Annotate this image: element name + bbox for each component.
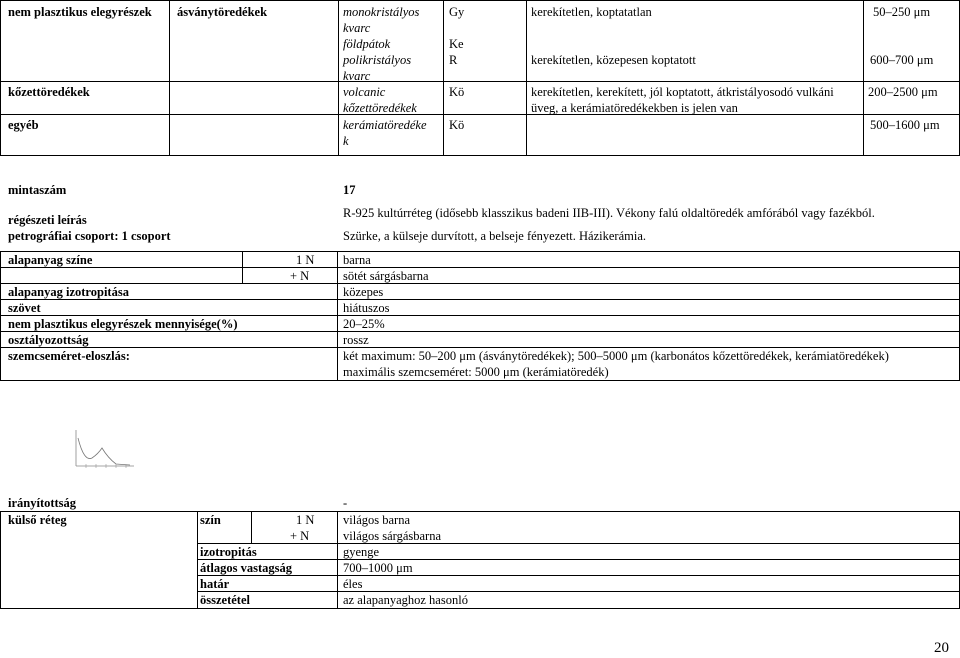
- eloszlas-line1: két maximum: 50–200 μm (ásványtöredékek); 500–5000 μm (karbonátos kőzettöredékek, kerámiatöredékek): [343, 349, 889, 363]
- row1-abbr: Gy: [449, 5, 465, 19]
- hatar-value: éles: [343, 577, 363, 591]
- vastagsag-label: átlagos vastagság: [200, 561, 293, 575]
- row6-type: volcanic: [343, 85, 386, 99]
- szovet-value: hiátuszos: [343, 301, 390, 315]
- row4-abbr: R: [449, 53, 458, 67]
- bottom-n2-label: + N: [290, 529, 310, 543]
- n2-value: sötét sárgásbarna: [343, 269, 429, 283]
- row4-size: 600–700 μm: [870, 53, 934, 67]
- row6-size: 200–2500 μm: [868, 85, 938, 99]
- row7-desc: üveg, a kerámiatöredékekben is jelen van: [531, 101, 738, 115]
- iranyitottsag-label: irányítottság: [8, 496, 77, 510]
- row4-desc: kerekítetlen, közepesen koptatott: [531, 53, 696, 67]
- mintaszam-value: 17: [343, 183, 356, 197]
- bottom-n1-label: 1 N: [296, 513, 315, 527]
- izotropitas-value: közepes: [343, 285, 384, 299]
- iranyitottsag-value: -: [343, 496, 348, 510]
- row6-abbr: Kö: [449, 85, 465, 99]
- row1-category: nem plasztikus elegyrészek: [8, 5, 152, 19]
- row8-abbr: Kö: [449, 118, 465, 132]
- row7-type: kőzettöredékek: [343, 101, 417, 115]
- row4-type: polikristályos: [343, 53, 412, 67]
- alapanyag-szine-label: alapanyag színe: [8, 253, 93, 267]
- bottom-n1-value: világos barna: [343, 513, 410, 527]
- row9-type: k: [343, 134, 349, 148]
- row8-type: kerámiatöredéke: [343, 118, 427, 132]
- row1-subcategory: ásványtöredékek: [177, 5, 268, 19]
- szovet-label: szövet: [8, 301, 41, 315]
- n1-value: barna: [343, 253, 371, 267]
- page-number: 20: [934, 640, 949, 656]
- row1-size: 50–250 μm: [873, 5, 931, 19]
- row2-type: kvarc: [343, 21, 371, 35]
- regeszeti-label: régészeti leírás: [8, 213, 87, 227]
- osztalyozottsag-label: osztályozottság: [8, 333, 89, 347]
- description-line2: Szürke, a külseje durvított, a belseje fényezett. Házikerámia.: [343, 229, 646, 243]
- eloszlas-line2: maximális szemcseméret: 5000 μm (kerámiatöredék): [343, 365, 609, 379]
- vastagsag-value: 700–1000 μm: [343, 561, 413, 575]
- kulso-reteg-label: külső réteg: [8, 513, 67, 527]
- row6-category: kőzettöredékek: [8, 85, 90, 99]
- osztalyozottsag-value: rossz: [343, 333, 369, 347]
- bottom-izotropitas-value: gyenge: [343, 545, 380, 559]
- row8-size: 500–1600 μm: [870, 118, 940, 132]
- mintaszam-label: mintaszám: [8, 183, 67, 197]
- description-line1: R-925 kultúrréteg (idősebb klasszikus badeni IIB-III). Vékony falú oldaltöredék amfórából vagy fazékból.: [343, 206, 875, 220]
- row6-desc: kerekítetlen, kerekített, jól koptatott, átkristályosodó vulkáni: [531, 85, 834, 99]
- szin-label: szín: [200, 513, 221, 527]
- row1-desc: kerekítetlen, koptatatlan: [531, 5, 652, 19]
- n2-label: + N: [290, 269, 310, 283]
- hatar-label: határ: [200, 577, 230, 591]
- eloszlas-label: szemcseméret-eloszlás:: [8, 349, 130, 363]
- row8-category: egyéb: [8, 118, 39, 132]
- row5-type: kvarc: [343, 69, 371, 83]
- row3-type: földpátok: [343, 37, 391, 51]
- bottom-n2-value: világos sárgásbarna: [343, 529, 442, 543]
- grain-distribution-sketch: [70, 428, 136, 470]
- row3-abbr: Ke: [449, 37, 464, 51]
- osszetetel-value: az alapanyaghoz hasonló: [343, 593, 468, 607]
- izotropitas-label: alapanyag izotropitása: [8, 285, 129, 299]
- bottom-izotropitas-label: izotropitás: [200, 545, 257, 559]
- mennyiseg-value: 20–25%: [343, 317, 385, 331]
- row1-type: monokristályos: [343, 5, 420, 19]
- osszetetel-label: összetétel: [200, 593, 250, 607]
- n1-label: 1 N: [296, 253, 315, 267]
- petrografiai-label: petrográfiai csoport: 1 csoport: [8, 229, 171, 243]
- mennyiseg-label: nem plasztikus elegyrészek mennyisége(%): [8, 317, 238, 331]
